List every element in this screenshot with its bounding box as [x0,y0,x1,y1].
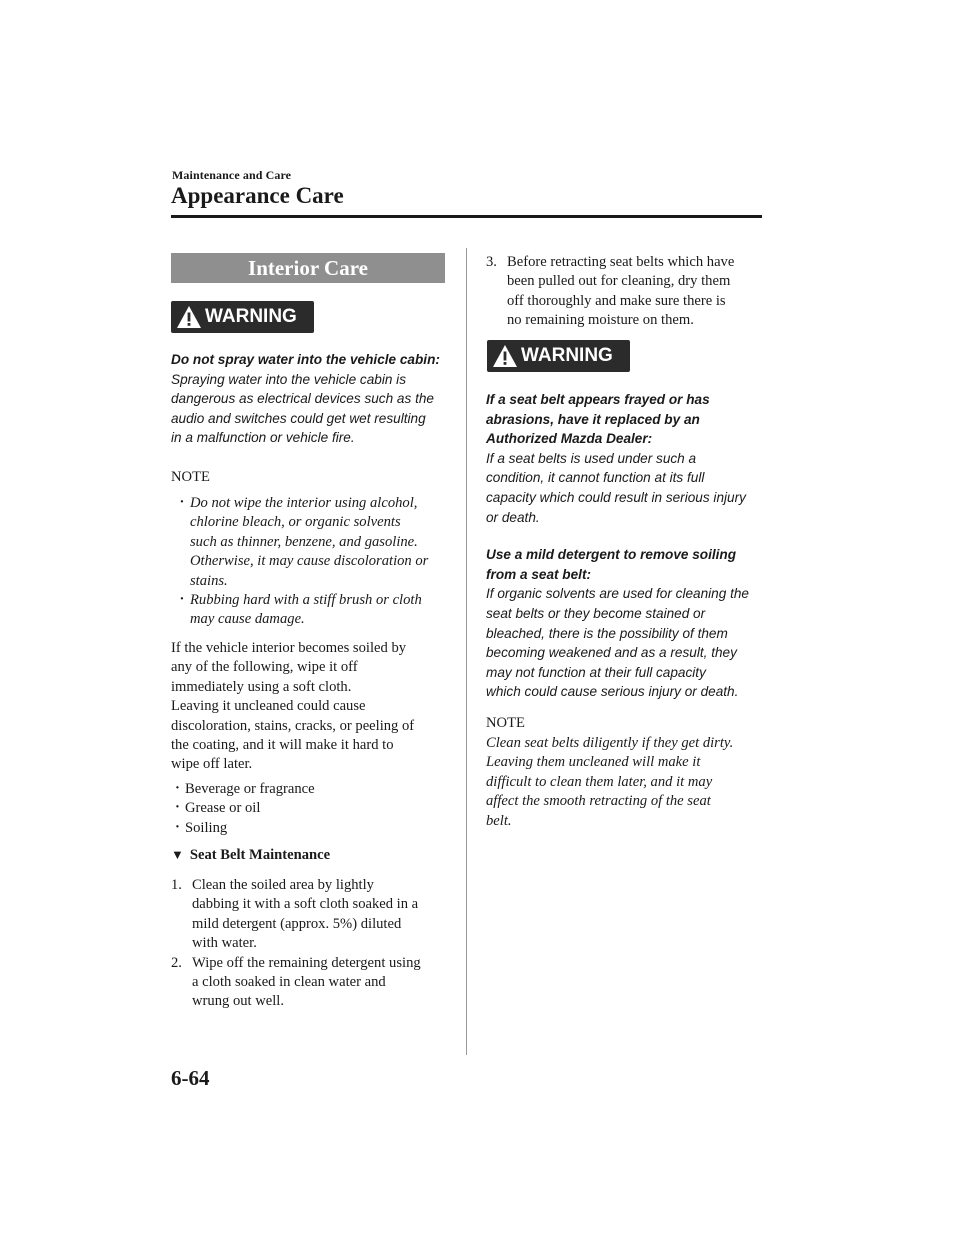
warning-1-line: in a malfunction or vehicle fire. [171,430,355,446]
warning-text: WARNING [521,345,613,366]
note-line: Otherwise, it may cause discoloration or [190,553,429,570]
warning-1-line: dangerous as electrical devices such as the [171,391,434,407]
warning-2-line: or death. [486,509,540,525]
note-bullet [176,591,456,630]
step-number: 2. [171,954,182,971]
warning-triangle-icon [176,305,202,329]
step-line: wrung out well. [192,993,285,1010]
warning-2-line: capacity which could result in serious injury [486,489,746,505]
step-2 [171,954,456,1012]
list-item: · Beverage or fragrance [171,780,456,799]
warning-3-line: seat belts or they become stained or [486,605,706,621]
note-line: Clean seat belts diligently if they get dirty. [486,735,734,751]
steps-left [171,876,456,1012]
step-line: mild detergent (approx. 5%) diluted [192,915,402,932]
warning-2-heading: abrasions, have it replaced by an [486,411,700,427]
warning-label-2 [487,340,630,372]
warning-3-heading: Use a mild detergent to remove soiling [486,547,737,563]
soiling-list [171,780,456,838]
warning-label-1 [171,301,314,333]
interior-care-banner: Interior Care [171,253,445,283]
paragraph-line: Leaving it uncleaned could cause [171,698,366,715]
step-line: off thoroughly and make sure there is [507,292,726,309]
warning-2-line: If a seat belts is used under such a [486,450,697,466]
note-line: · Do not wipe the interior using alcohol, [190,495,418,511]
note-line: difficult to clean them later, and it may [486,773,713,790]
soiling-paragraph [171,639,456,775]
note-label-left: NOTE [171,469,210,485]
step-number: 1. [171,877,182,893]
column-divider [466,248,467,1055]
note-bullets-left [176,494,456,630]
seat-belt-subheading [171,847,330,864]
step-line: been pulled out for cleaning, dry them [507,273,731,290]
warning-2-line: condition, it cannot function at its full [486,470,705,486]
warning-1-line: Spraying water into the vehicle cabin is [171,371,406,387]
warning-3-line: If organic solvents are used for cleaning the [486,586,749,602]
step-1 [171,876,456,954]
warning-text: WARNING [205,306,297,327]
list-item: · Grease or oil [171,799,456,818]
warning-3-heading: from a seat belt: [486,566,591,582]
note-right-body [486,734,771,831]
chapter-title: Appearance Care [171,183,344,208]
note-line: affect the smooth retracting of the seat [486,793,711,810]
note-line: may cause damage. [190,611,305,628]
step-line: no remaining moisture on them. [507,312,694,329]
warning-1-heading: Do not spray water into the vehicle cabin: [171,352,440,367]
warning-3-line: becoming weakened and as a result, they [486,645,737,661]
header-rule [171,215,762,218]
note-line: chlorine bleach, or organic solvents [190,514,401,531]
paragraph-line: the coating, and it will make it hard to [171,737,394,754]
note-bullet [176,494,456,591]
warning-2-heading: If a seat belt appears frayed or has [486,392,710,407]
step-3 [486,253,771,331]
step-line: Wipe off the remaining detergent using [192,954,421,971]
warning-2-body [486,390,776,702]
warning-3-line: which could cause serious injury or death. [486,684,739,700]
paragraph-line: discoloration, stains, cracks, or peeling of [171,717,415,734]
warning-triangle-icon [492,344,518,368]
paragraph-line: immediately using a soft cloth. [171,678,352,695]
note-line: Leaving them uncleaned will make it [486,754,701,771]
paragraph-line: any of the following, wipe it off [171,659,358,676]
step-line: Clean the soiled area by lightly [192,877,374,893]
paragraph-line: If the vehicle interior becomes soiled by [171,640,407,656]
spacer [486,527,776,545]
step-line: a cloth soaked in clean water and [192,974,386,991]
step-line: dabbing it with a soft cloth soaked in a [192,896,419,913]
note-line: belt. [486,812,512,829]
warning-2-heading: Authorized Mazda Dealer: [486,431,653,447]
note-line: stains. [190,572,228,589]
list-item: · Soiling [171,819,456,838]
note-line: such as thinner, benzene, and gasoline. [190,533,418,550]
note-line: · Rubbing hard with a stiff brush or cloth [190,592,422,609]
step-text [192,876,418,954]
page-number: 6-64 [171,1066,210,1090]
warning-3-line: may not function at their full capacity [486,664,706,680]
section-name: Maintenance and Care [172,168,292,182]
step-number: 3. [486,254,497,270]
warning-1-line: audio and switches could get wet resulting [171,410,426,426]
subheading-text: Seat Belt Maintenance [189,847,331,863]
warning-1-body [171,350,456,448]
warning-3-line: bleached, there is the possibility of them [486,625,728,641]
step-line: Before retracting seat belts which have [507,254,735,270]
paragraph-line: wipe off later. [171,756,253,773]
step-text [507,253,734,331]
note-label-right: NOTE [486,715,525,731]
triangle-down-icon: ▼ [171,847,184,862]
step-line: with water. [192,935,257,952]
step-3-row [486,253,771,331]
step-text [192,954,421,1012]
